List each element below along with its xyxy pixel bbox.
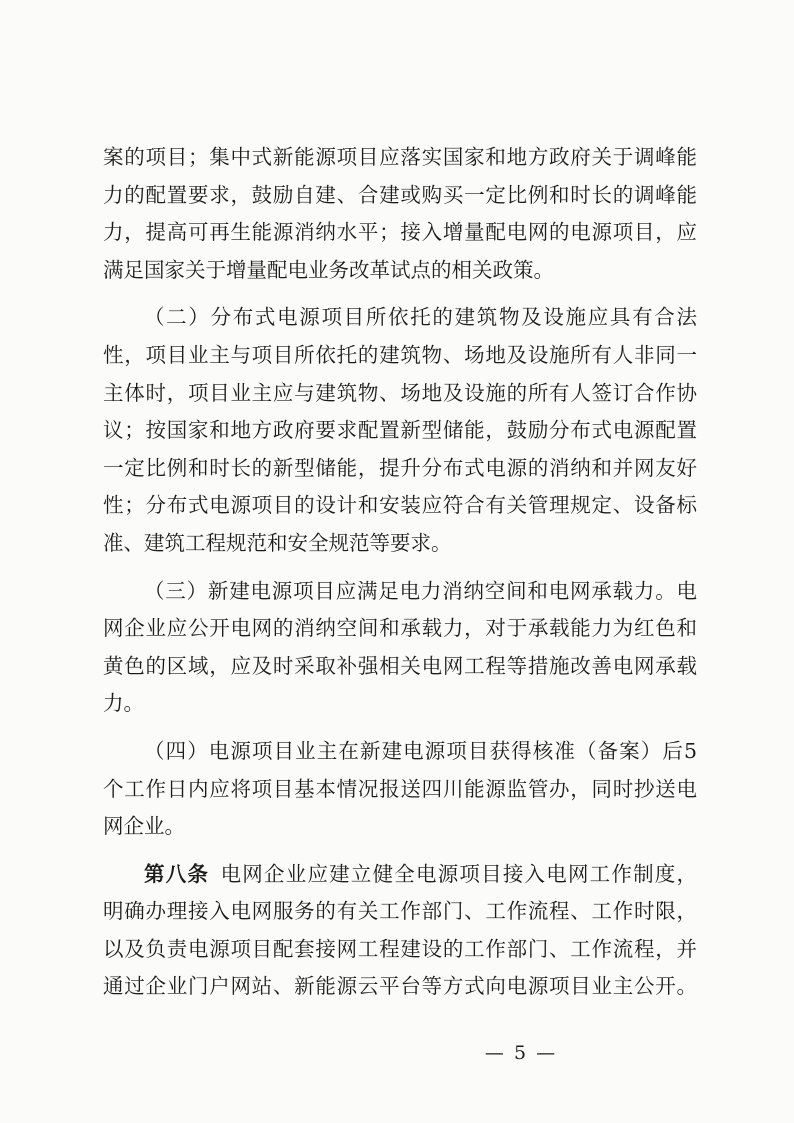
document-body	[103, 139, 697, 1006]
body-line: 力的配置要求，鼓励自建、合建或购买一定比例和时长的调峰能	[103, 182, 697, 207]
body-line: （四）电源项目业主在新建电源项目获得核准（备案）后5	[144, 738, 697, 763]
body-line: 明确办理接入电网服务的有关工作部门、工作流程、工作时限，	[103, 899, 697, 924]
body-line: 准、建筑工程规范和安全规范等要求。	[103, 530, 452, 555]
article-line	[103, 856, 697, 894]
page-number: — 5 —	[484, 1042, 558, 1064]
body-line: 性；分布式电源项目的设计和安装应符合有关管理规定、设备标	[103, 493, 697, 518]
body-line: 以及负责电源项目配套接网工程建设的工作部门、工作流程，并	[103, 936, 697, 961]
body-line: （三）新建电源项目应满足电力消纳空间和电网承载力。电	[144, 578, 697, 603]
body-line: 个工作日内应将项目基本情况报送四川能源监管办，同时抄送电	[103, 776, 697, 801]
body-line: 力。	[103, 691, 144, 716]
article-text: 电网企业应建立健全电源项目接入电网工作制度，	[219, 861, 698, 886]
body-line: 一定比例和时长的新型储能，提升分布式电源的消纳和并网友好	[103, 455, 697, 480]
article-label: 第八条	[144, 861, 210, 886]
body-line: 满足国家关于增量配电业务改革试点的相关政策。	[103, 257, 554, 282]
body-line: （二）分布式电源项目所依托的建筑物及设施应具有合法	[144, 305, 697, 330]
body-line: 议；按国家和地方政府要求配置新型储能，鼓励分布式电源配置	[103, 418, 697, 443]
body-line: 黄色的区域，应及时采取补强相关电网工程等措施改善电网承载	[103, 653, 697, 678]
body-line: 主体时，项目业主应与建筑物、场地及设施的所有人签订合作协	[103, 380, 697, 405]
body-line: 网企业应公开电网的消纳空间和承载力，对于承载能力为红色和	[103, 616, 697, 641]
body-line: 案的项目；集中式新能源项目应落实国家和地方政府关于调峰能	[103, 145, 697, 169]
body-line: 性，项目业主与项目所依托的建筑物、场地及设施所有人非同一	[103, 342, 697, 367]
body-line: 力，提高可再生能源消纳水平；接入增量配电网的电源项目，应	[103, 220, 697, 245]
body-line: 通过企业门户网站、新能源云平台等方式向电源项目业主公开。	[103, 974, 697, 999]
body-line: 网企业。	[103, 814, 185, 839]
